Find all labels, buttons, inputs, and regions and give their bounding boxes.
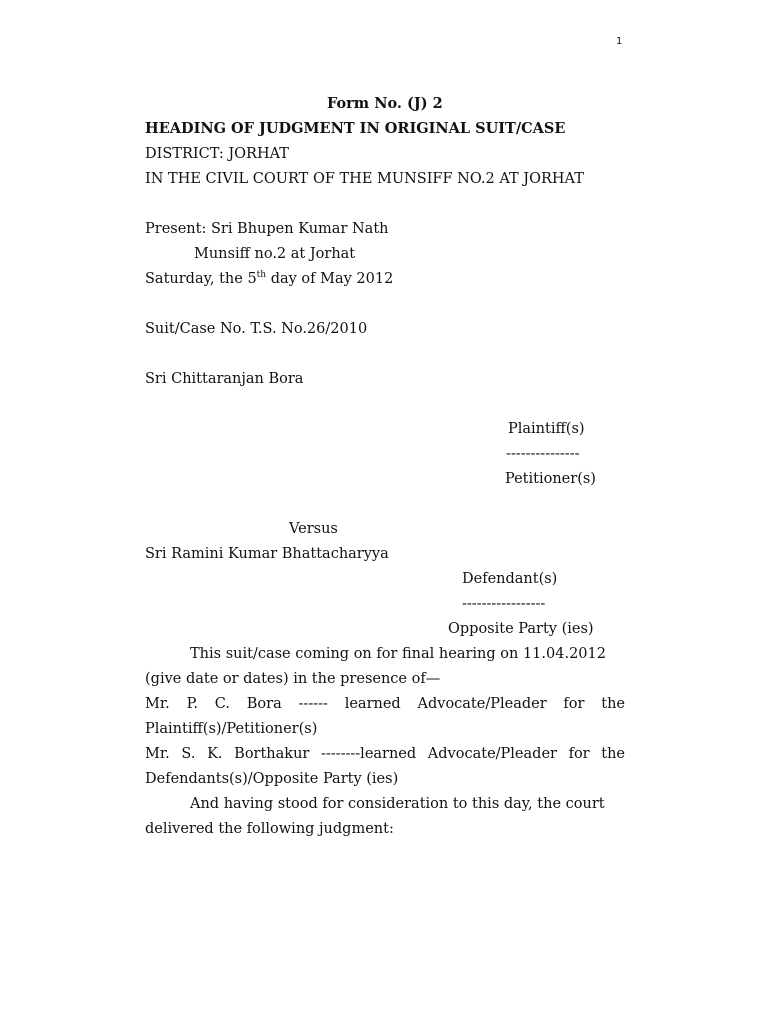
petitioner-label: Petitioner(s) <box>505 471 596 487</box>
opposite-party-label: Opposite Party (ies) <box>448 621 594 637</box>
defendant-name: Sri Ramini Kumar Bhattacharyya <box>145 546 389 562</box>
present-line: Present: Sri Bhupen Kumar Nath <box>145 221 389 237</box>
designation-line: Munsiff no.2 at Jorhat <box>194 246 356 262</box>
judgment-paragraph-line-1: And having stood for consideration to this day, the court <box>190 796 605 812</box>
plaintiff-name: Sri Chittaranjan Bora <box>145 371 304 387</box>
judgment-paragraph-line-2: delivered the following judgment: <box>145 821 394 837</box>
case-number: Suit/Case No. T.S. No.26/2010 <box>145 321 368 337</box>
judgment-heading: HEADING OF JUDGMENT IN ORIGINAL SUIT/CASE <box>145 120 566 137</box>
hearing-paragraph-line-1: This suit/case coming on for final hearing on 11.04.2012 <box>190 646 606 662</box>
defendant-advocate-line-2: Defendants(s)/Opposite Party (ies) <box>145 771 399 787</box>
form-number: Form No. (J) 2 <box>327 95 443 112</box>
defendant-dashes: ----------------- <box>462 596 546 612</box>
page-number: 1 <box>616 36 623 47</box>
defendant-advocate-line-1: Mr. S. K. Borthakur --------learned Advocate/Pleader for the <box>145 746 625 762</box>
date-superscript: th <box>256 270 267 281</box>
court-line: IN THE CIVIL COURT OF THE MUNSIFF NO.2 AT JORHAT <box>145 171 584 187</box>
date-line <box>145 269 393 289</box>
plaintiff-advocate-line-2: Plaintiff(s)/Petitioner(s) <box>145 721 318 737</box>
plaintiff-dashes: --------------- <box>506 446 580 462</box>
hearing-paragraph-line-2: (give date or dates) in the presence of— <box>145 671 441 687</box>
date-suffix: day of May 2012 <box>266 271 394 287</box>
defendant-label: Defendant(s) <box>462 571 558 587</box>
plaintiff-advocate-line-1: Mr. P. C. Bora ------ learned Advocate/Pleader for the <box>145 696 625 712</box>
date-prefix: Saturday, the 5 <box>145 271 257 287</box>
district-line: DISTRICT: JORHAT <box>145 146 289 162</box>
plaintiff-label: Plaintiff(s) <box>508 421 585 437</box>
versus-label: Versus <box>289 521 338 537</box>
